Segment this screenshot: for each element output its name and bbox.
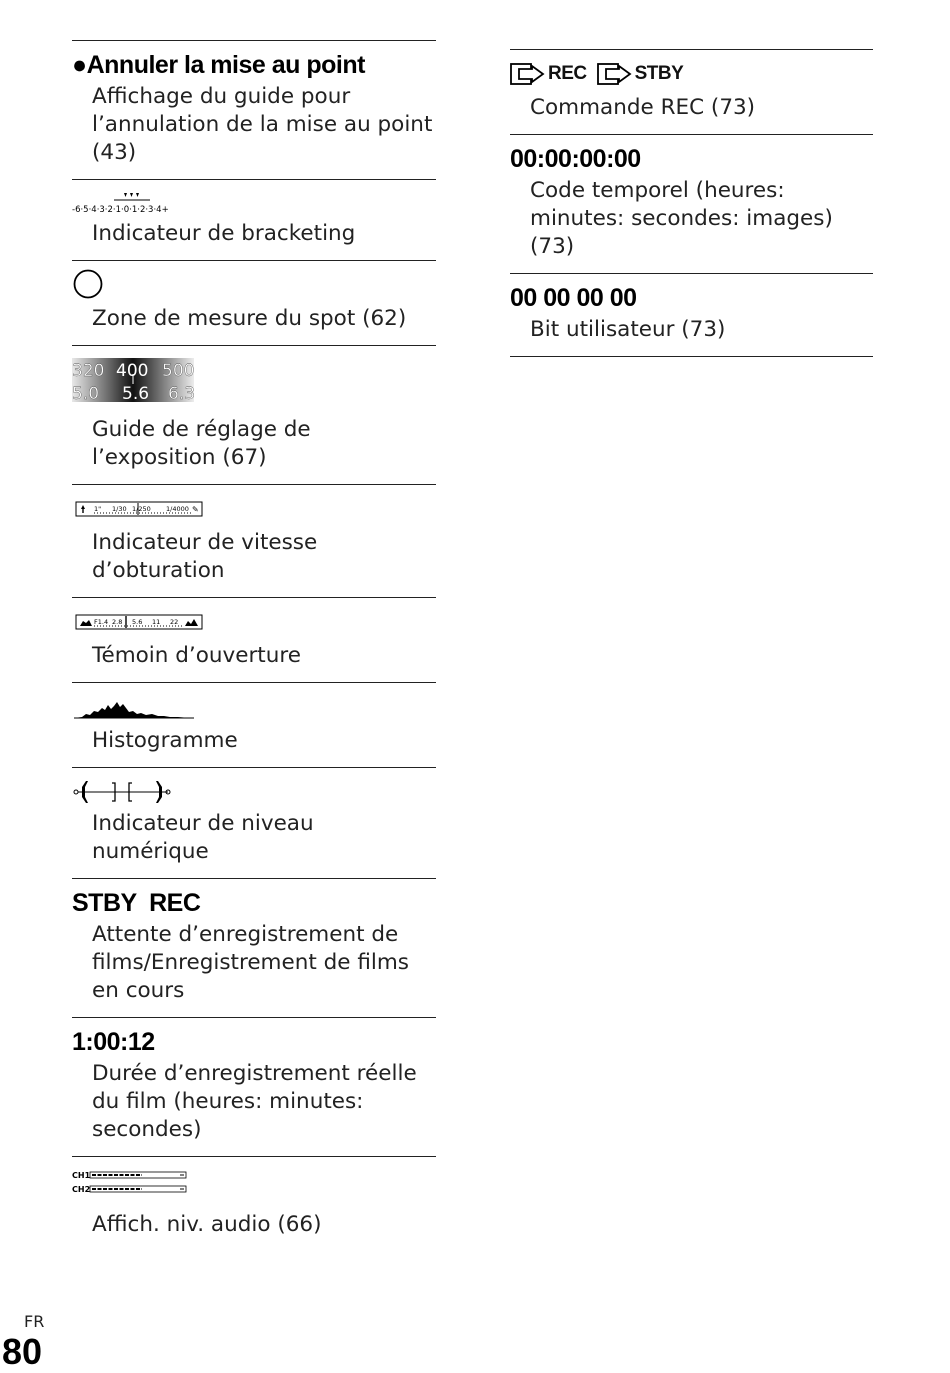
left-column: [72, 40, 436, 1251]
rec-command-icons: [510, 58, 873, 90]
exposure-row1-c: 500: [162, 361, 195, 381]
aperture-desc: Témoin d’ouverture: [92, 643, 301, 668]
aperture-tick-5: 22: [170, 618, 179, 626]
entry-spot: [72, 260, 436, 345]
rec-command-rec-label: REC: [548, 63, 587, 84]
stby-rec-title: STBY REC: [72, 889, 201, 917]
bracketing-scale-graphic: [72, 190, 212, 218]
shutter-speed-meter-icon: [72, 493, 436, 525]
stby-rec-desc: Attente d’enregistrement de films/Enregistrement de films en cours: [92, 922, 409, 1003]
timecode-desc: Code temporel (heures: minutes: secondes: images) (73): [530, 178, 833, 259]
entry-cancel-focus: [72, 40, 436, 179]
exposure-guide-icon: [72, 354, 436, 406]
user-bit-desc: Bit utilisateur (73): [530, 317, 726, 342]
entry-digital-level: [72, 767, 436, 878]
bracketing-scale-text: -6·5·4·3·2·1·0·1·2·3·4+: [72, 205, 169, 215]
exposure-row2-b: 5.6: [122, 384, 150, 404]
exposure-row1-b: 400: [116, 361, 149, 381]
entry-exposure-guide: [72, 345, 436, 484]
audio-ch1-label: CH1: [72, 1171, 91, 1180]
histogram-desc: Histogramme: [92, 728, 238, 753]
page-language: FR: [24, 1312, 45, 1331]
aperture-meter-icon: [72, 606, 436, 638]
histogram-icon: [72, 691, 436, 723]
timecode-title: 00:00:00:00: [510, 145, 641, 173]
user-bit-title: 00 00 00 00: [510, 284, 637, 312]
shutter-tick-4: 1/4000: [166, 505, 189, 513]
entry-shutter-speed: [72, 484, 436, 597]
entry-aperture: [72, 597, 436, 682]
spot-circle-icon: [72, 269, 436, 301]
entry-rec-time: [72, 1017, 436, 1156]
spot-desc: Zone de mesure du spot (62): [92, 306, 407, 331]
shutter-tick-1: 1": [94, 505, 102, 513]
right-column: [510, 49, 873, 357]
digital-level-icon: [72, 776, 436, 808]
exposure-row1-a: 320: [72, 361, 105, 381]
entry-timecode: [510, 134, 873, 273]
entry-audio-level: [72, 1156, 436, 1251]
output-stby-icon: [597, 60, 633, 88]
entry-stby-rec: [72, 878, 436, 1017]
aperture-tick-2: 2.8: [112, 618, 123, 626]
rec-command-stby-label: STBY: [634, 63, 684, 84]
aperture-tick-4: 11: [152, 618, 161, 626]
exposure-row2-a: 5.0: [72, 384, 100, 404]
digital-level-desc: Indicateur de niveau numérique: [92, 811, 314, 864]
audio-ch2-label: CH2: [72, 1185, 91, 1194]
rec-command-desc: Commande REC (73): [530, 95, 756, 120]
shutter-tick-3: 1/250: [132, 505, 151, 513]
cancel-focus-title: ●Annuler la mise au point: [72, 51, 365, 79]
exposure-guide-desc: Guide de réglage de l’exposition (67): [92, 417, 311, 470]
page-number: 80: [2, 1331, 43, 1372]
entry-histogram: [72, 682, 436, 767]
aperture-tick-3: 5.6: [132, 618, 143, 626]
svg-text:✎: ✎: [192, 505, 199, 514]
aperture-tick-1: F1.4: [94, 618, 109, 626]
output-rec-icon: [510, 60, 546, 88]
exposure-row2-c: 6.3: [168, 384, 196, 404]
bracketing-icon: [72, 188, 436, 220]
cancel-focus-desc: Affichage du guide pour l’annulation de la mise au point (43): [92, 84, 433, 165]
entry-bracketing: [72, 179, 436, 260]
shutter-tick-2: 1/30: [112, 505, 127, 513]
rec-time-title: 1:00:12: [72, 1028, 155, 1056]
entry-rec-command: [510, 49, 873, 134]
entry-user-bit: [510, 273, 873, 357]
shutter-speed-desc: Indicateur de vitesse d’obturation: [92, 530, 318, 583]
audio-level-meter-icon: [72, 1165, 436, 1199]
rec-time-desc: Durée d’enregistrement réelle du film (heures: minutes: secondes): [92, 1061, 417, 1142]
bracketing-desc: Indicateur de bracketing: [92, 221, 356, 246]
audio-level-desc: Affich. niv. audio (66): [92, 1212, 322, 1237]
